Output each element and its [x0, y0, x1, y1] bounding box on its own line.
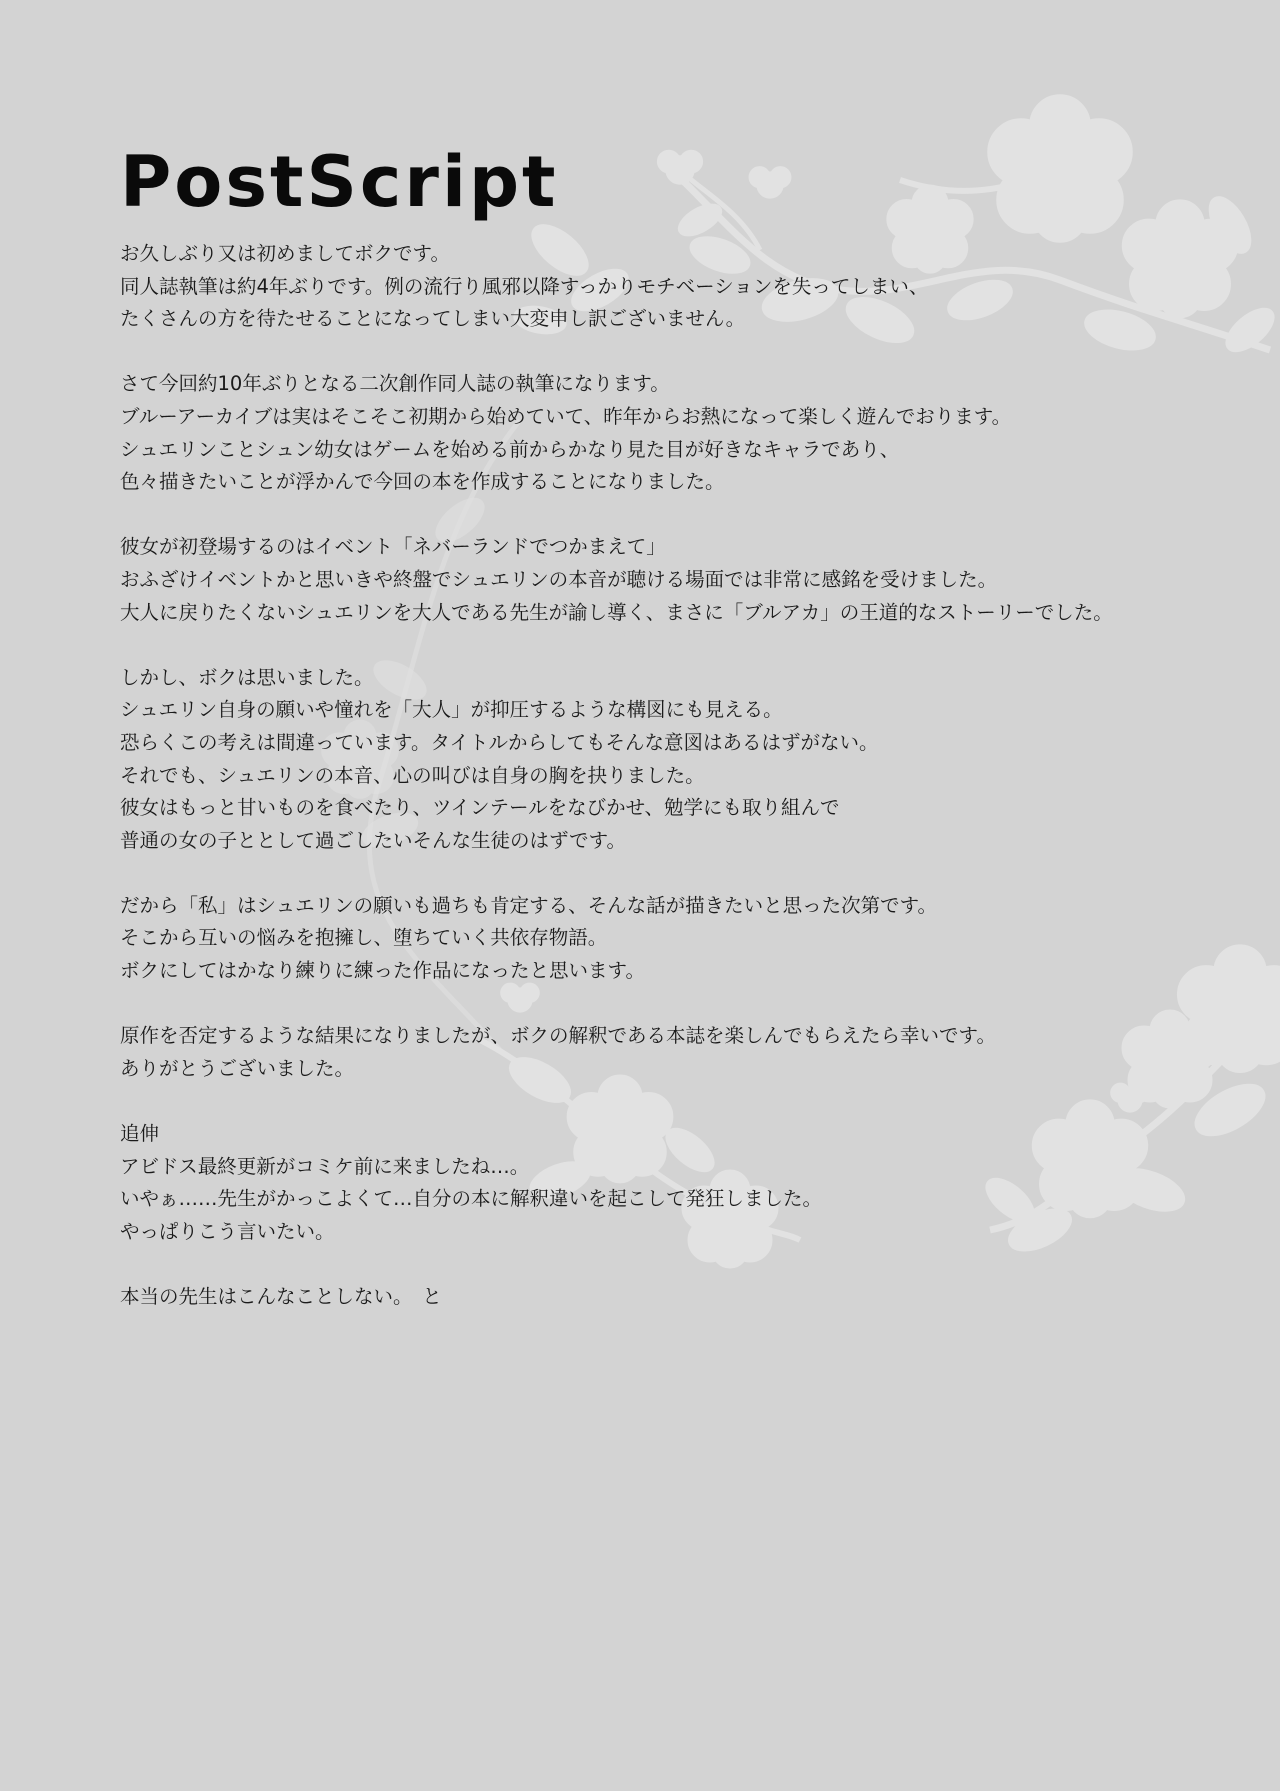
text-line: 追伸 [120, 1122, 160, 1146]
paragraph-greeting [120, 238, 1240, 336]
text-line: 彼女が初登場するのはイベント「ネバーランドでつかまえて」 [120, 535, 666, 559]
paragraph-thoughts [120, 662, 1240, 858]
paragraph-postscript-note [120, 1118, 1240, 1248]
text-line: ブルーアーカイブは実はそこそこ初期から始めていて、昨年からお熱になって楽しく遊んでおります。 [120, 404, 1012, 428]
text-line: 原作を否定するような結果になりましたが、ボクの解釈である本誌を楽しんでもらえたら幸いです。 [120, 1024, 996, 1048]
text-line: いやぁ……先生がかっこよくて…自分の本に解釈違いを起こして発狂しました。 [120, 1187, 823, 1211]
paragraph-closing [120, 1281, 1240, 1314]
text-line: 色々描きたいことが浮かんで今回の本を作成することになりました。 [120, 470, 725, 494]
text-line: そこから互いの悩みを抱擁し、堕ちていく共依存物語。 [120, 926, 608, 950]
text-line: ボクにしてはかなり練りに練った作品になったと思います。 [120, 959, 645, 983]
text-line: それでも、シュエリンの本音、心の叫びは自身の胸を抉りました。 [120, 763, 705, 787]
paragraph-thanks [120, 1020, 1240, 1085]
text-line: アビドス最終更新がコミケ前に来ましたね…。 [120, 1154, 530, 1178]
text-line: 普通の女の子ととして過ごしたいそんな生徒のはずです。 [120, 828, 627, 852]
text-line: 同人誌執筆は約4年ぶりです。例の流行り風邪以降すっかりモチベーションを失ってしまい、 [120, 274, 929, 298]
postscript-body [120, 238, 1240, 1346]
paragraph-motivation [120, 890, 1240, 988]
text-line: 大人に戻りたくないシュエリンを大人である先生が諭し導く、まさに「ブルアカ」の王道的なストーリーでした。 [120, 600, 1113, 624]
text-line: 彼女はもっと甘いものを食べたり、ツインテールをなびかせ、勉学にも取り組んで [120, 796, 840, 820]
text-line: ありがとうございました。 [120, 1056, 355, 1080]
text-line: さて今回約10年ぶりとなる二次創作同人誌の執筆になります。 [120, 372, 670, 396]
text-line: おふざけイベントかと思いきや終盤でシュエリンの本音が聴ける場面では非常に感銘を受けました。 [120, 567, 998, 591]
text-line: たくさんの方を待たせることになってしまい大変申し訳ございません。 [120, 307, 746, 331]
page-title: PostScript [120, 141, 559, 223]
text-line: お久しぶり又は初めましてボクです。 [120, 242, 450, 265]
paragraph-intro [120, 368, 1240, 498]
text-line: しかし、ボクは思いました。 [120, 665, 374, 689]
paragraph-event [120, 531, 1240, 629]
text-line: やっぱりこう言いたい。 [120, 1219, 335, 1243]
text-line: シュエリンことシュン幼女はゲームを始める前からかなり見た目が好きなキャラであり、 [120, 437, 900, 461]
text-line: 本当の先生はこんなことしない。 と [120, 1285, 442, 1308]
text-line: だから「私」はシュエリンの願いも過ちも肯定する、そんな話が描きたいと思った次第です。 [120, 893, 938, 917]
text-line: 恐らくこの考えは間違っています。タイトルからしてもそんな意図はあるはずがない。 [120, 730, 879, 754]
text-line: シュエリン自身の願いや憧れを「大人」が抑圧するような構図にも見える。 [120, 698, 783, 722]
